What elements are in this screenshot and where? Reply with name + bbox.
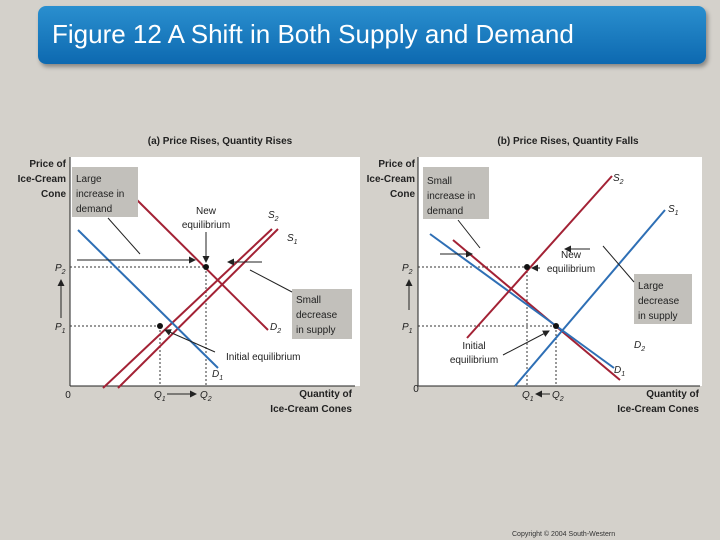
panel-b-y-axis-line1: Price of: [378, 159, 415, 170]
panel-a-q2-label: $Q_2$: [200, 390, 212, 403]
panel-a-y-axis-line2: Ice-Cream: [17, 174, 66, 185]
panel-b-demand-note-line3: demand: [427, 206, 464, 217]
panel-b-demand-note-line2: increase in: [427, 191, 476, 202]
panel-b-p1-label: $P_1$: [402, 322, 413, 335]
panel-b-initial-eq-line1: Initial: [462, 341, 486, 352]
panel-b-supply-note-line2: decrease: [638, 296, 680, 307]
panel-a-s1-label: $S_1$: [287, 233, 298, 246]
panel-b-y-axis-line3: Cone: [390, 189, 415, 200]
panel-a-x-axis-line2: Ice-Cream Cones: [270, 404, 352, 415]
panel-b-y-axis-line2: Ice-Cream: [366, 174, 415, 185]
panel-a-y-axis-line3: Cone: [41, 189, 66, 200]
panel-b-title: (b) Price Rises, Quantity Falls: [497, 136, 639, 147]
panel-b-s2-label: $S_2$: [613, 173, 624, 186]
panel-b-supply-note-line3: in supply: [638, 311, 678, 322]
panel-a-q1-label: $Q_1$: [154, 390, 166, 403]
panel-b-d2-label: $D_2$: [634, 340, 646, 353]
panel-a-supply-note-line3: in supply: [296, 325, 336, 336]
panel-b-new-eq-line2: equilibrium: [546, 264, 596, 275]
panel-b: [367, 136, 702, 415]
panel-a-supply-note-line2: decrease: [296, 310, 338, 321]
panel-b-s1-label: $S_1$: [668, 204, 679, 217]
panel-b-q2-label: $Q_2$: [552, 390, 564, 403]
panel-a-p1-label: $P_1$: [55, 322, 66, 335]
panel-a-s2-label: $S_2$: [268, 210, 279, 223]
panel-b-x-axis-line2: Ice-Cream Cones: [617, 404, 699, 415]
panel-a-y-axis-line1: Price of: [29, 159, 66, 170]
panel-b-d1-label: $D_1$: [614, 365, 626, 378]
panel-b-initial-equilibrium-dot: [553, 323, 559, 329]
copyright-notice: Copyright © 2004 South-Western: [512, 531, 616, 538]
panel-b-q1-label: $Q_1$: [522, 390, 534, 403]
panel-b-p2-label: $P_2$: [402, 263, 413, 276]
panel-b-demand-note-line1: Small: [427, 176, 453, 187]
panel-a-supply-note-line1: Small: [296, 295, 322, 306]
panel-b-new-eq-line1: New: [560, 250, 582, 261]
panel-b-origin: 0: [413, 384, 419, 395]
panel-a-demand-note-line1: Large: [76, 174, 102, 185]
panel-a-title: (a) Price Rises, Quantity Rises: [147, 136, 293, 147]
panel-a-new-eq-line2: equilibrium: [181, 220, 231, 231]
panel-b-initial-eq-line2: equilibrium: [449, 355, 499, 366]
panel-a-p2-label: $P_2$: [55, 263, 66, 276]
panel-a-x-axis-line1: Quantity of: [299, 389, 352, 400]
panel-a-initial-equilibrium-dot: [157, 323, 163, 329]
panel-b-x-axis-line1: Quantity of: [646, 389, 699, 400]
slide-title: Figure 12 A Shift in Both Supply and Demand: [52, 19, 574, 49]
panel-a-demand-note-line2: increase in: [76, 189, 125, 200]
panel-a-d2-label: $D_2$: [270, 322, 282, 335]
panel-a-origin: 0: [65, 390, 71, 401]
panel-a-initial-eq-label: Initial equilibrium: [226, 352, 301, 363]
panel-b-new-equilibrium-dot: [524, 264, 530, 270]
panel-a-new-eq-line1: New: [195, 206, 217, 217]
panel-b-supply-note-line1: Large: [638, 281, 664, 292]
panel-a-demand-note-line3: demand: [76, 204, 113, 215]
panel-a: [18, 136, 360, 415]
panel-a-new-equilibrium-dot: [203, 264, 209, 270]
panel-a-d1-label: $D_1$: [212, 369, 224, 382]
